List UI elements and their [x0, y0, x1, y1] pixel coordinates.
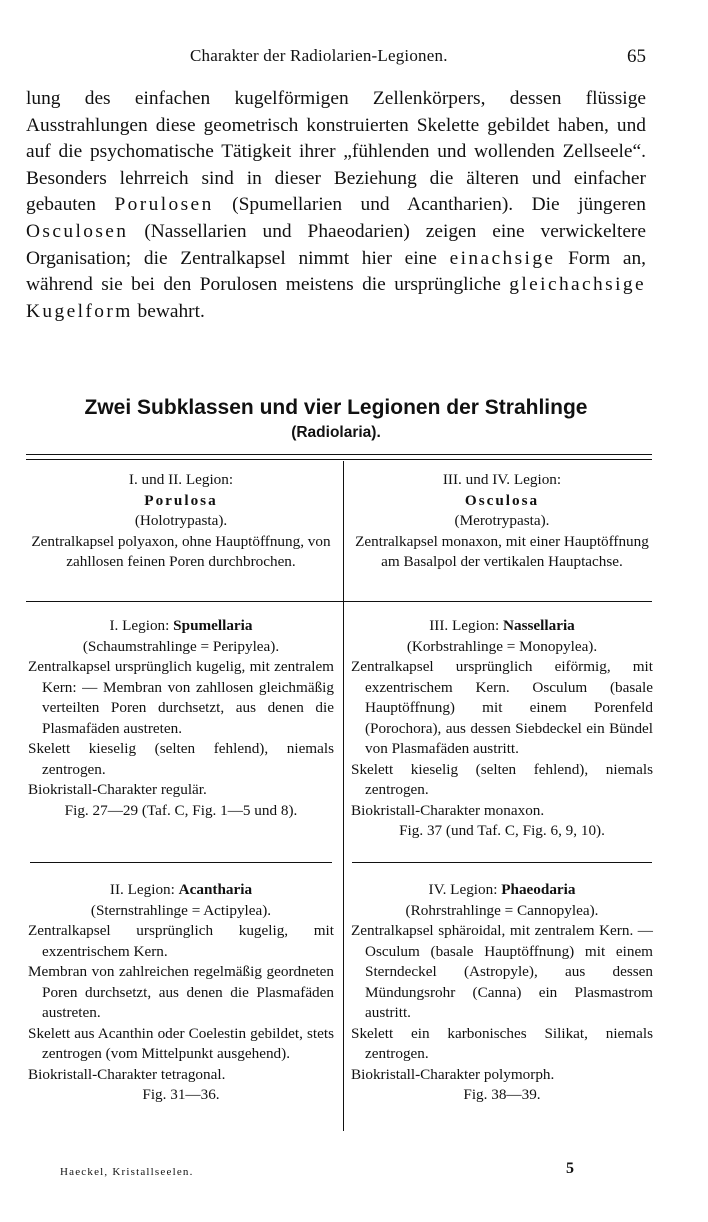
table-subtitle: (Radiolaria).	[291, 424, 381, 441]
subclass-description: Zentralkapsel polyaxon, ohne Hauptöffnung, von zahllosen feinen Poren durchbrochen.	[31, 532, 331, 570]
term-gleichachsige-kugelform: gleichachsige Kugelform	[26, 274, 646, 322]
table-top-rule-double	[26, 459, 652, 460]
legion-line: Zentralkapsel ursprünglich kugelig, mit exzentrischem Kern.	[28, 922, 334, 960]
right-column-rule	[352, 862, 652, 863]
legion-name: Nassellaria	[503, 617, 575, 634]
running-head	[26, 46, 646, 74]
table-title: Zwei Subklassen und vier Legionen der Strahlinge	[84, 396, 588, 419]
legion-figure-ref: Fig. 37 (und Taf. C, Fig. 6, 9, 10).	[399, 822, 605, 839]
legion-line: Skelett kieselig (selten fehlend), niemals zentrogen.	[28, 740, 334, 778]
legion-figure-ref: Fig. 31—36.	[142, 1086, 220, 1103]
legion-line: Biokristall-Charakter monaxon.	[351, 801, 545, 819]
intro-text: (Spumellarien und Acantharien). Die jüngeren	[213, 194, 646, 216]
signature-line: Haeckel, Kristallseelen.	[60, 1166, 194, 1178]
legion-spumellaria	[28, 616, 334, 821]
subclass-name: Porulosa	[144, 491, 218, 509]
subclass-alt-name: (Holotrypasta).	[134, 512, 228, 529]
subclass-legion: I. und II. Legion:	[128, 471, 234, 488]
legion-line: Skelett kieselig (selten fehlend), niemals zentrogen.	[351, 760, 653, 798]
legion-number: II. Legion:	[109, 881, 179, 898]
legion-line: Membran von zahlreichen regelmäßig geordneten Poren durchsetzt, aus denen die Plasmafäden austreten.	[28, 963, 334, 1021]
legion-phaeodaria	[351, 880, 653, 1106]
subclass-description: Zentralkapsel monaxon, mit einer Hauptöffnung am Basalpol der vertikalen Hauptachse.	[355, 532, 649, 570]
table-column-divider	[343, 461, 344, 1131]
term-porulosen: Porulosen	[114, 194, 214, 216]
sheet-number: 5	[566, 1160, 574, 1177]
legion-line: Skelett ein karbonisches Silikat, niemals zentrogen.	[351, 1024, 653, 1062]
legion-common-name: (Rohrstrahlinge = Cannopylea).	[405, 901, 599, 919]
legion-line: Zentralkapsel sphäroidal, mit zentralem Kern. — Osculum (basale Hauptöffnung) mit einem Sterndeckel (Astropyle), aus dessen Mündungsrohr (Canna) ein Plasmastrom austritt.	[351, 922, 653, 1021]
legion-line: Zentralkapsel ursprünglich kugelig, mit zentralem Kern: — Membran von zahllosen gleichmäßig verteilten Poren durchsetzt, aus denen die Plasmafäden austreten.	[28, 658, 334, 737]
legion-common-name: (Sternstrahlinge = Actipylea).	[90, 901, 272, 919]
legion-title	[28, 880, 334, 901]
legion-title	[351, 616, 653, 637]
intro-paragraph	[26, 86, 646, 325]
legion-acantharia	[28, 880, 334, 1106]
legion-name: Phaeodaria	[501, 881, 576, 898]
table-heading	[26, 394, 646, 444]
subclass-alt-name: (Merotrypasta).	[454, 512, 550, 529]
intro-text: (Nassellarien und Phaeodarien) zeigen eine verwickeltere Organisation; die Zentralkapsel nimmt hier eine	[26, 220, 646, 269]
subclass-porulosa	[28, 470, 334, 573]
intro-text: Form an, während sie bei den Porulosen meistens die ursprüngliche	[26, 247, 646, 296]
legion-figure-ref: Fig. 38—39.	[463, 1086, 541, 1103]
legion-line: Biokristall-Charakter regulär.	[28, 781, 207, 798]
running-title: Charakter der Radiolarien-Legionen.	[190, 46, 448, 65]
subclass-name: Osculosa	[464, 491, 540, 509]
legion-nassellaria	[351, 616, 653, 842]
table-middle-rule	[26, 601, 652, 602]
legion-title	[351, 880, 653, 901]
legion-line: Biokristall-Charakter tetragonal.	[28, 1065, 226, 1083]
legion-number: IV. Legion:	[428, 881, 502, 898]
legion-line: Skelett aus Acanthin oder Coelestin gebildet, stets zentrogen (vom Mittelpunkt ausgehend).	[28, 1024, 334, 1062]
legion-line: Biokristall-Charakter polymorph.	[351, 1065, 555, 1083]
legion-common-name: (Korbstrahlinge = Monopylea).	[406, 637, 598, 655]
subclass-legion: III. und IV. Legion:	[442, 471, 562, 488]
legion-name: Acantharia	[178, 881, 253, 898]
legion-number: III. Legion:	[429, 617, 504, 634]
term-osculosen: Osculosen	[26, 220, 129, 242]
legion-name: Spumellaria	[173, 617, 253, 634]
legion-common-name: (Schaumstrahlinge = Peripylea).	[82, 637, 280, 655]
left-column-rule	[30, 862, 332, 863]
intro-text: bewahrt.	[132, 300, 205, 322]
term-einachsige: einachsige	[449, 247, 556, 269]
page-number: 65	[627, 46, 646, 67]
table-top-rule	[26, 454, 652, 455]
subclass-osculosa	[351, 470, 653, 573]
legion-line: Zentralkapsel ursprünglich eiförmig, mit exzentrischem Kern. Osculum (basale Hauptöffnung) mit einem Porenfeld (Porochora), aus dessen Siebdeckel ein Bündel von Plasmafäden austritt.	[351, 658, 653, 757]
legion-figure-ref: Fig. 27—29 (Taf. C, Fig. 1—5 und 8).	[64, 801, 298, 819]
legion-title	[28, 616, 334, 637]
intro-text: lung des einfachen kugelförmigen Zellenkörpers, dessen flüssige Ausstrahlungen diese geometrisch konstruierten Skelette gebildet haben, und auf die psychomatische Tätigkeit ihrer „fühlenden und wollenden Zellseele“. Besonders lehrreich sind in dieser Beziehung die älteren und einfacher gebauten	[26, 88, 646, 216]
legion-number: I. Legion:	[109, 617, 174, 634]
